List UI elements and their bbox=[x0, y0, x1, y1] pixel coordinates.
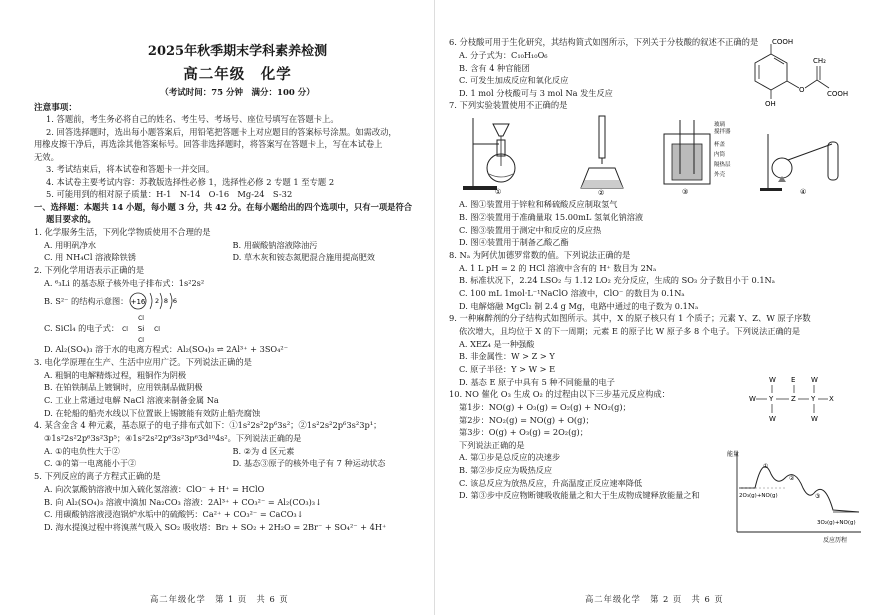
option-c: C. 100 mL 1mol·L⁻¹NaClO 溶液中，ClO⁻ 的数目为 0.1Nₐ bbox=[459, 287, 685, 298]
question-9-stem-cont: 依次增大，且均位于 X 的下一周期；元素 E 的原子比 W 原子多 8 个电子。下列说法正确的是 bbox=[459, 326, 801, 337]
svg-text:E: E bbox=[791, 376, 796, 384]
svg-text:X: X bbox=[829, 395, 834, 403]
option-d: D. 第③步中反应物断键吸收能量之和大于生成物成键释放能量之和 bbox=[459, 490, 700, 501]
svg-text:W: W bbox=[811, 376, 818, 384]
shell-electrons: 2 8 6 bbox=[155, 297, 178, 306]
option-a: A. 分子式为：C₁₀H₁₀O₆ bbox=[459, 50, 548, 60]
svg-text:Y: Y bbox=[811, 395, 816, 403]
section-heading: 一、选择题：本题共 14 小题，每小题 3 分，共 42 分。在每小题给出的四个选项中，只有一项是符合 bbox=[34, 201, 413, 212]
question-10-prompt: 下列说法正确的是 bbox=[459, 439, 525, 450]
svg-text:Z: Z bbox=[791, 395, 796, 403]
option-b: B. 用碳酸钠溶液除油污 bbox=[232, 239, 318, 250]
reaction-step-1: 第1步：NO(g) + O₃(g) = O₂(g) + NO₂(g)； bbox=[459, 402, 631, 413]
apparatus-4-ester bbox=[758, 114, 852, 196]
start-label: 2O₃(g)+NO(g) bbox=[739, 493, 778, 499]
nucleus-label: +16 bbox=[130, 298, 146, 307]
question-5-stem: 5. 下列反应的离子方程式正确的是 bbox=[34, 471, 161, 482]
option-c: C. ③的第一电离能小于② bbox=[44, 458, 137, 469]
option-d: D. 基态 E 原子中具有 5 种不同能量的电子 bbox=[459, 376, 615, 387]
option-c-text: C. SiCl₄ 的电子式： bbox=[44, 322, 120, 333]
option-c: C. 工业上常通过电解 NaCl 溶液来制备金属 Na bbox=[44, 395, 219, 406]
reaction-step-3: 第3步：O(g) + O₃(g) = 2O₂(g)； bbox=[459, 427, 588, 438]
option-a: A. 粗铜的电解精炼过程，粗铜作为阴极 bbox=[44, 369, 187, 380]
note-line: 3. 考试结束后，将本试卷和答题卡一并交回。 bbox=[46, 164, 215, 174]
svg-text:④: ④ bbox=[800, 188, 807, 197]
option-c: C. 该总反应为放热反应，升高温度正反应速率降低 bbox=[459, 477, 643, 488]
option-d: D. 图④装置用于制备乙酸乙酯 bbox=[459, 237, 569, 248]
svg-text:COOH: COOH bbox=[772, 38, 794, 46]
svg-text:O: O bbox=[799, 86, 805, 94]
sulfide-structure-diagram bbox=[128, 290, 188, 312]
option-b: B. 第②步反应为吸热反应 bbox=[459, 465, 553, 476]
chorismic-acid-structure bbox=[741, 36, 861, 108]
end-label: 3O₂(g)+NO(g) bbox=[817, 520, 856, 526]
y-axis-label: 能量 bbox=[727, 451, 740, 458]
svg-text:②: ② bbox=[597, 189, 604, 197]
option-d: D. 海水提溴过程中将溴蒸气吸入 SO₂ 吸收塔：Br₂ + SO₂ + 2H₂O = 2Br⁻ + SO₄²⁻ + 4H⁺ bbox=[44, 521, 387, 532]
svg-text:②: ② bbox=[789, 475, 795, 482]
page-footer: 高二年级化学 第 2 页 共 6 页 bbox=[585, 594, 724, 604]
question-7-stem: 7. 下列实验装置使用不正确的是 bbox=[449, 100, 568, 111]
note-line: 1. 答题前，考生务必将自己的姓名、考生号、考场号、座位号填写在答题卡上。 bbox=[46, 114, 339, 124]
exam-info: （考试时间：75 分钟 满分：100 分） bbox=[160, 88, 315, 98]
option-c: C. 用 NH₄Cl 溶液除铁锈 bbox=[44, 252, 136, 263]
option-a: A. 向次氯酸钠溶液中加入硫化氢溶液：ClO⁻ + H⁺ = HClO bbox=[44, 484, 265, 495]
option-b bbox=[34, 289, 421, 313]
option-b: B. ②为 d 区元素 bbox=[232, 445, 295, 456]
question-4-options bbox=[34, 445, 421, 458]
option-b: B. 非金属性：W > Z > Y bbox=[459, 351, 555, 362]
option-c: C. 原子半径：Y > W > E bbox=[459, 363, 556, 374]
x-axis-label: 反应历程 bbox=[823, 537, 848, 544]
svg-text:OH: OH bbox=[765, 100, 776, 108]
section-heading-cont: 题目要求的。 bbox=[46, 214, 96, 224]
option-d: D. 草木灰和铵态氮肥混合施用提高肥效 bbox=[232, 252, 375, 263]
page-2 bbox=[435, 0, 870, 615]
apparatus-3-calorimeter bbox=[656, 114, 750, 196]
option-a: A. 用明矾净水 bbox=[44, 239, 97, 250]
svg-text:Cl: Cl bbox=[138, 315, 145, 323]
svg-text:W: W bbox=[749, 395, 756, 403]
apparatus-figures bbox=[449, 114, 856, 196]
svg-text:Y: Y bbox=[769, 395, 774, 403]
notes-heading: 注意事项： bbox=[34, 103, 77, 113]
option-a: A. 第①步是总反应的决速步 bbox=[459, 452, 561, 463]
option-c: C. 图③装置用于测定中和反应的反应热 bbox=[459, 224, 602, 235]
question-9-stem: 9. 一种麻醉剂的分子结构式如图所示。其中，X 的原子核只有 1 个质子；元素 Y、Z、W 原子序数 bbox=[449, 313, 811, 324]
option-b: B. 含有 4 种官能团 bbox=[459, 62, 530, 73]
question-1-stem: 1. 化学服务生活，下列化学物质使用不合理的是 bbox=[34, 226, 211, 237]
reaction-step-2: 第2步：NO₂(g) = NO(g) + O(g)； bbox=[459, 414, 594, 425]
option-a: A. 1 L pH = 2 的 HCl 溶液中含有的 H⁺ 数目为 2Nₐ bbox=[459, 262, 657, 273]
question-1-options bbox=[34, 251, 421, 264]
note-line: 用橡皮擦干净后，再选涂其他答案标号。回答非选择题时，将答案写在答题卡上，写在本试卷上 bbox=[34, 139, 383, 149]
question-1-options bbox=[34, 239, 421, 252]
svg-text:隔热层: 隔热层 bbox=[714, 162, 731, 169]
question-4-options bbox=[34, 457, 421, 470]
sicl4-electron-formula bbox=[119, 313, 163, 343]
svg-text:玻璃: 玻璃 bbox=[714, 122, 726, 129]
note-line: 2. 回答选择题时，选出每小题答案后，用铅笔把答题卡上对应题目的答案标号涂黑。如需改动， bbox=[46, 126, 397, 137]
svg-text:W: W bbox=[769, 376, 776, 384]
note-line: 无效。 bbox=[34, 151, 59, 162]
option-c: C. 可发生加成反应和氧化反应 bbox=[459, 75, 569, 86]
svg-text:内筒: 内筒 bbox=[714, 152, 726, 159]
option-c bbox=[34, 313, 421, 343]
energy-profile-diagram bbox=[725, 448, 865, 544]
apparatus-2-burette bbox=[555, 114, 649, 196]
option-b-text: B. S²⁻ 的结构示意图： bbox=[44, 295, 129, 306]
option-b: B. 图②装置用于准确量取 15.00mL 氢氧化钠溶液 bbox=[459, 211, 644, 222]
svg-text:Cl: Cl bbox=[154, 326, 161, 334]
question-8-stem: 8. Nₐ 为阿伏加德罗常数的值。下列说法正确的是 bbox=[449, 249, 631, 260]
anesthetic-molecule-structure bbox=[745, 375, 837, 423]
option-d: D. 在轮船的船壳水线以下位置嵌上锡镀能有效防止船壳腐蚀 bbox=[44, 407, 261, 418]
svg-text:①: ① bbox=[494, 188, 502, 197]
option-b: B. 向 Al₂(SO₄)₃ 溶液中滴加 Na₂CO₃ 溶液：2Al³⁺ + CO₃²⁻ = Al₂(CO₃)₃↓ bbox=[44, 496, 322, 507]
exam-title: 2025年秋季期末学科素养检测 bbox=[147, 44, 328, 59]
question-4-stem: 4. 某含金含 4 种元素，基态原子的电子排布式如下：①1s²2s²2p⁶3s²；②1s²2s²2p⁶3s²3p¹； bbox=[34, 420, 382, 431]
exam-subtitle: 高二年级 化学 bbox=[183, 66, 292, 83]
option-d: D. 基态③原子的核外电子有 7 种运动状态 bbox=[232, 458, 386, 469]
question-10-stem: 10. NO 催化 O₃ 生成 O₂ 的过程由以下三步基元反应构成： bbox=[449, 389, 670, 400]
option-a: A. ①的电负性大于② bbox=[44, 445, 120, 456]
svg-text:外壳: 外壳 bbox=[714, 172, 726, 179]
question-2-stem: 2. 下列化学用语表示正确的是 bbox=[34, 264, 145, 275]
page-footer: 高二年级化学 第 1 页 共 6 页 bbox=[150, 594, 289, 604]
svg-text:W: W bbox=[769, 415, 776, 423]
option-d: D. 电解熔融 MgCl₂ 制 2.4 g Mg，电路中通过的电子数为 0.1Nₐ bbox=[459, 300, 699, 311]
option-c: C. 用碳酸钠溶液浸泡锅炉水垢中的硫酸钙：Ca²⁺ + CO₃²⁻ = CaCO₃↓ bbox=[44, 509, 304, 520]
svg-text:W: W bbox=[811, 415, 818, 423]
question-4-stem-cont: ③1s²2s²2p⁶3s²3p⁵；④1s²2s²2p⁶3s²3p⁶3d¹⁰4s²。下列说法正确的是 bbox=[44, 433, 302, 444]
svg-text:杯盖: 杯盖 bbox=[714, 142, 726, 149]
option-b: B. 在铂铁制品上镀铜时，应用铁制品做阴极 bbox=[44, 382, 203, 393]
svg-text:Cl: Cl bbox=[122, 326, 129, 334]
note-line: 5. 可能用到的相对原子质量：H-1 N-14 O-16 Mg-24 S-32 bbox=[46, 189, 293, 199]
option-a: A. XEZ₄ 是一种强酸 bbox=[459, 338, 535, 349]
option-d: D. 1 mol 分枝酸可与 3 mol Na 发生反应 bbox=[459, 87, 613, 98]
option-d: D. Al₂(SO₄)₃ 溶于水的电离方程式：Al₂(SO₄)₃ ⇌ 2Al³⁺ + 3SO₄²⁻ bbox=[44, 344, 289, 355]
svg-text:CH₂: CH₂ bbox=[813, 57, 826, 65]
option-a: A. ⁶₃Li 的基态原子核外电子排布式：1s²2s² bbox=[44, 277, 205, 288]
svg-text:Cl: Cl bbox=[138, 337, 145, 344]
apparatus-1-flask-funnel bbox=[453, 114, 547, 196]
svg-text:搅拌器: 搅拌器 bbox=[714, 129, 731, 136]
svg-text:①: ① bbox=[763, 463, 769, 470]
svg-text:Si: Si bbox=[137, 325, 145, 334]
note-line: 4. 本试卷主要考试内容：苏教版选择性必修 1，选择性必修 2 专题 1 至专题 2 bbox=[46, 176, 335, 187]
question-6-stem: 6. 分枝酸可用于生化研究，其结构简式如图所示，下列关于分枝酸的叙述不正确的是 bbox=[449, 37, 759, 47]
question-3-stem: 3. 电化学原理在生产、生活中应用广泛。下列说法正确的是 bbox=[34, 356, 252, 367]
option-b: B. 标准状况下，2.24 LSO₂ 与 1.12 LO₂ 充分反应，生成的 SO₃ 分子数目小于 0.1Nₐ bbox=[459, 275, 775, 286]
svg-text:③: ③ bbox=[815, 493, 821, 500]
svg-text:③: ③ bbox=[682, 188, 689, 197]
svg-text:COOH: COOH bbox=[827, 90, 849, 98]
option-a: A. 图①装置用于锌粒和稀硫酸反应制取氢气 bbox=[459, 199, 618, 210]
